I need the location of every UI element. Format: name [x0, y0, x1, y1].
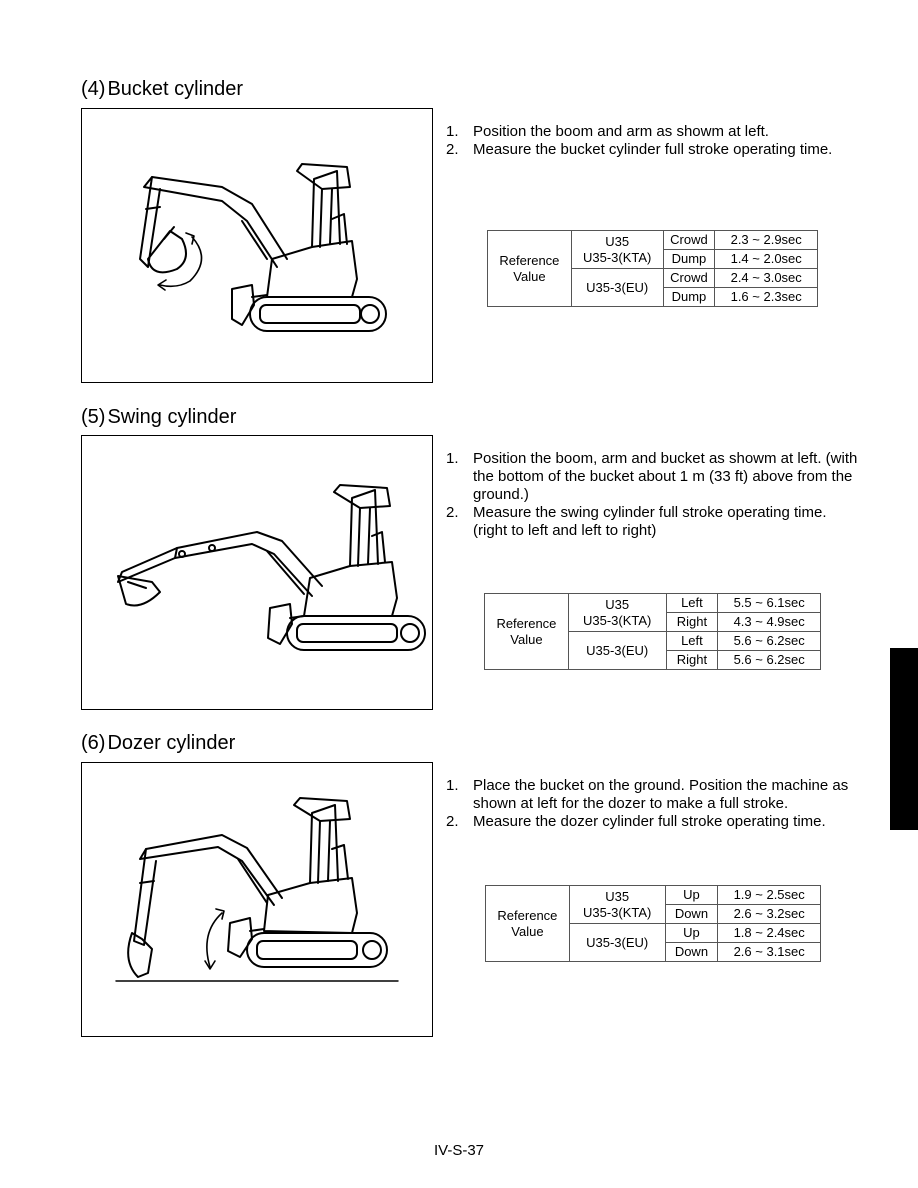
table-row: [488, 231, 818, 250]
excavator-dozer-blade-icon: [82, 763, 432, 1036]
section-title: Bucket cylinder: [107, 78, 244, 100]
section-number: (6): [81, 732, 106, 754]
table-cell-op: Up: [665, 924, 718, 943]
reference-table-dozer: [485, 885, 821, 962]
reference-table-bucket: [487, 230, 818, 307]
figure-dozer-cylinder: [81, 762, 433, 1037]
table-cell-value: 2.6 ~ 3.1sec: [718, 943, 821, 962]
table-cell-op: Right: [666, 651, 718, 670]
table-cell-value: 1.6 ~ 2.3sec: [715, 288, 818, 307]
table-cell-value: 4.3 ~ 4.9sec: [718, 613, 821, 632]
list-item: 1. Place the bucket on the ground. Position the machine as shown at left for the dozer to make a full stroke.: [446, 777, 849, 812]
excavator-bucket-curl-icon: [82, 109, 432, 382]
section-heading-swing: [81, 405, 236, 429]
figure-swing-cylinder: [81, 435, 433, 710]
table-cell-model: U35-3(EU): [569, 924, 665, 962]
table-cell-value: 5.6 ~ 6.2sec: [718, 632, 821, 651]
table-cell-label: Reference Value: [486, 886, 570, 962]
table-cell-label: Reference Value: [488, 231, 572, 307]
section-heading-bucket: [81, 77, 243, 101]
list-item: 1. Position the boom, arm and bucket as showm at left. (with the bottom of the bucket about 1 m (33 ft) above from the ground.): [446, 450, 858, 503]
excavator-boom-extended-icon: [82, 436, 432, 709]
table-cell-label: Reference Value: [485, 594, 569, 670]
table-cell-value: 1.8 ~ 2.4sec: [718, 924, 821, 943]
table-row: [486, 886, 821, 905]
table-cell-op: Dump: [663, 288, 715, 307]
table-cell-op: Down: [665, 905, 718, 924]
table-cell-op: Left: [666, 594, 718, 613]
table-cell-op: Up: [665, 886, 718, 905]
section-title: Swing cylinder: [107, 406, 237, 428]
instructions-bucket: [446, 123, 864, 159]
table-cell-op: Down: [665, 943, 718, 962]
table-cell-model: U35-3(EU): [568, 632, 666, 670]
table-cell-value: 2.4 ~ 3.0sec: [715, 269, 818, 288]
list-item: 1. Position the boom and arm as showm at left.: [446, 123, 769, 140]
table-cell-op: Left: [666, 632, 718, 651]
section-heading-dozer: [81, 731, 235, 755]
chapter-tab-marker: [890, 648, 918, 830]
table-cell-value: 2.3 ~ 2.9sec: [715, 231, 818, 250]
table-cell-value: 2.6 ~ 3.2sec: [718, 905, 821, 924]
section-number: (5): [81, 406, 106, 428]
figure-bucket-cylinder: [81, 108, 433, 383]
reference-table-swing: [484, 593, 821, 670]
instructions-dozer: [446, 777, 864, 831]
instructions-swing: [446, 450, 864, 540]
section-number: (4): [81, 78, 106, 100]
table-cell-value: 5.5 ~ 6.1sec: [718, 594, 821, 613]
table-cell-value: 1.9 ~ 2.5sec: [718, 886, 821, 905]
table-cell-model: U35 U35-3(KTA): [568, 594, 666, 632]
table-cell-model: U35-3(EU): [571, 269, 663, 307]
table-cell-value: 1.4 ~ 2.0sec: [715, 250, 818, 269]
table-cell-op: Crowd: [663, 231, 715, 250]
table-cell-op: Crowd: [663, 269, 715, 288]
table-cell-model: U35 U35-3(KTA): [569, 886, 665, 924]
table-cell-op: Dump: [663, 250, 715, 269]
table-cell-value: 5.6 ~ 6.2sec: [718, 651, 821, 670]
list-item: 2. Measure the swing cylinder full stroke operating time. (right to left and left to right): [446, 504, 827, 539]
table-cell-model: U35 U35-3(KTA): [571, 231, 663, 269]
list-item: 2. Measure the bucket cylinder full stroke operating time.: [446, 141, 833, 158]
page-number: IV-S-37: [433, 1142, 485, 1159]
table-cell-op: Right: [666, 613, 718, 632]
section-title: Dozer cylinder: [107, 732, 236, 754]
table-row: [485, 594, 821, 613]
list-item: 2. Measure the dozer cylinder full stroke operating time.: [446, 813, 826, 830]
